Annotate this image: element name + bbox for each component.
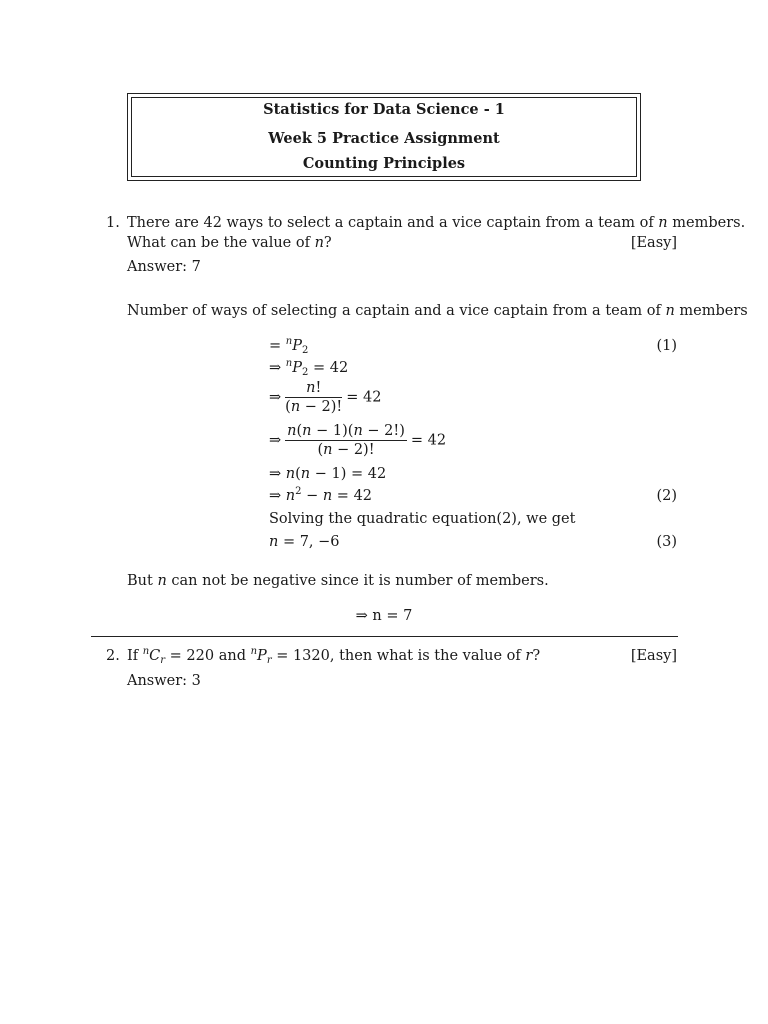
q2-answer: Answer: 3 bbox=[127, 673, 201, 689]
assignment-title: Week 5 Practice Assignment bbox=[268, 130, 500, 147]
q2-text: If $^nC_r = 220$ and $^nP_r = 1320$, then what is the value of r? bbox=[127, 646, 541, 666]
q2-value-c: = 220 bbox=[169, 648, 215, 664]
q1-text-line1 bbox=[127, 215, 745, 231]
q1-var-n-2: n bbox=[314, 235, 324, 251]
course-title: Statistics for Data Science - 1 bbox=[263, 101, 505, 118]
eq-tag-3: (3) bbox=[656, 534, 677, 550]
q1-explanation-end: members bbox=[679, 303, 748, 319]
q2-if: If bbox=[127, 648, 139, 664]
final-result: ⇒ n = 7 bbox=[355, 608, 413, 624]
q1-line1-text: There are 42 ways to select a captain and a vice captain from a team of bbox=[127, 215, 654, 231]
eq-tag-2: (2) bbox=[656, 488, 677, 504]
q1-text-line2 bbox=[127, 235, 332, 251]
eq-line-6: ⇒ $n^2 - n = 42$ bbox=[269, 486, 373, 504]
negative-note-b: can not be negative since it is number of members. bbox=[171, 573, 549, 589]
q1-answer: Answer: 7 bbox=[127, 259, 201, 275]
title-box-inner bbox=[131, 97, 637, 177]
title-box bbox=[127, 93, 641, 181]
negative-note-a: But bbox=[127, 573, 153, 589]
q2-value-p: = 1320 bbox=[276, 648, 330, 664]
fraction-2: $\frac{n(n - 1)(n - 2!)}{(n - 2)!}$ bbox=[287, 423, 405, 458]
solving-text: Solving the quadratic equation(2), we get bbox=[269, 511, 576, 527]
q2-then: , then what is the value of bbox=[329, 648, 521, 664]
section-divider bbox=[91, 636, 678, 637]
q1-line2-end: ? bbox=[323, 235, 332, 251]
q1-difficulty-badge: [Easy] bbox=[630, 235, 677, 251]
eq-line-3: ⇒ $\frac{n!}{(n - 2)!}$ = 42 bbox=[269, 380, 382, 415]
eq-tag-1: (1) bbox=[656, 338, 677, 354]
q1-line1-end: members. bbox=[672, 215, 746, 231]
q1-var-n-3: n bbox=[665, 303, 675, 319]
topic-title: Counting Principles bbox=[302, 155, 466, 172]
q2-and: and bbox=[218, 648, 246, 664]
eq-line-4: ⇒ $\frac{n(n - 1)(n - 2!)}{(n - 2)!}$ = 42 bbox=[269, 423, 447, 458]
negative-note bbox=[127, 573, 549, 589]
q1-number: 1. bbox=[106, 215, 120, 231]
q2-difficulty-badge: [Easy] bbox=[630, 648, 677, 664]
q1-var-n: n bbox=[658, 215, 668, 231]
fraction-1: $\frac{n!}{(n - 2)!}$ bbox=[285, 380, 343, 415]
eq-line-5: ⇒ n(n − 1) = 42 bbox=[269, 466, 387, 482]
q1-explanation bbox=[127, 303, 748, 319]
eq-line-1: = $^nP_2$ bbox=[269, 336, 309, 356]
q2-number: 2. bbox=[106, 648, 120, 664]
q1-var-n-4: n bbox=[157, 573, 167, 589]
q1-line2-text: What can be the value of bbox=[127, 235, 310, 251]
eq-line-7: n = 7, −6 bbox=[269, 534, 340, 550]
q1-explanation-text: Number of ways of selecting a captain and a vice captain from a team of bbox=[127, 303, 661, 319]
eq-line-2: ⇒ $^nP_2 = 42$ bbox=[269, 358, 349, 378]
